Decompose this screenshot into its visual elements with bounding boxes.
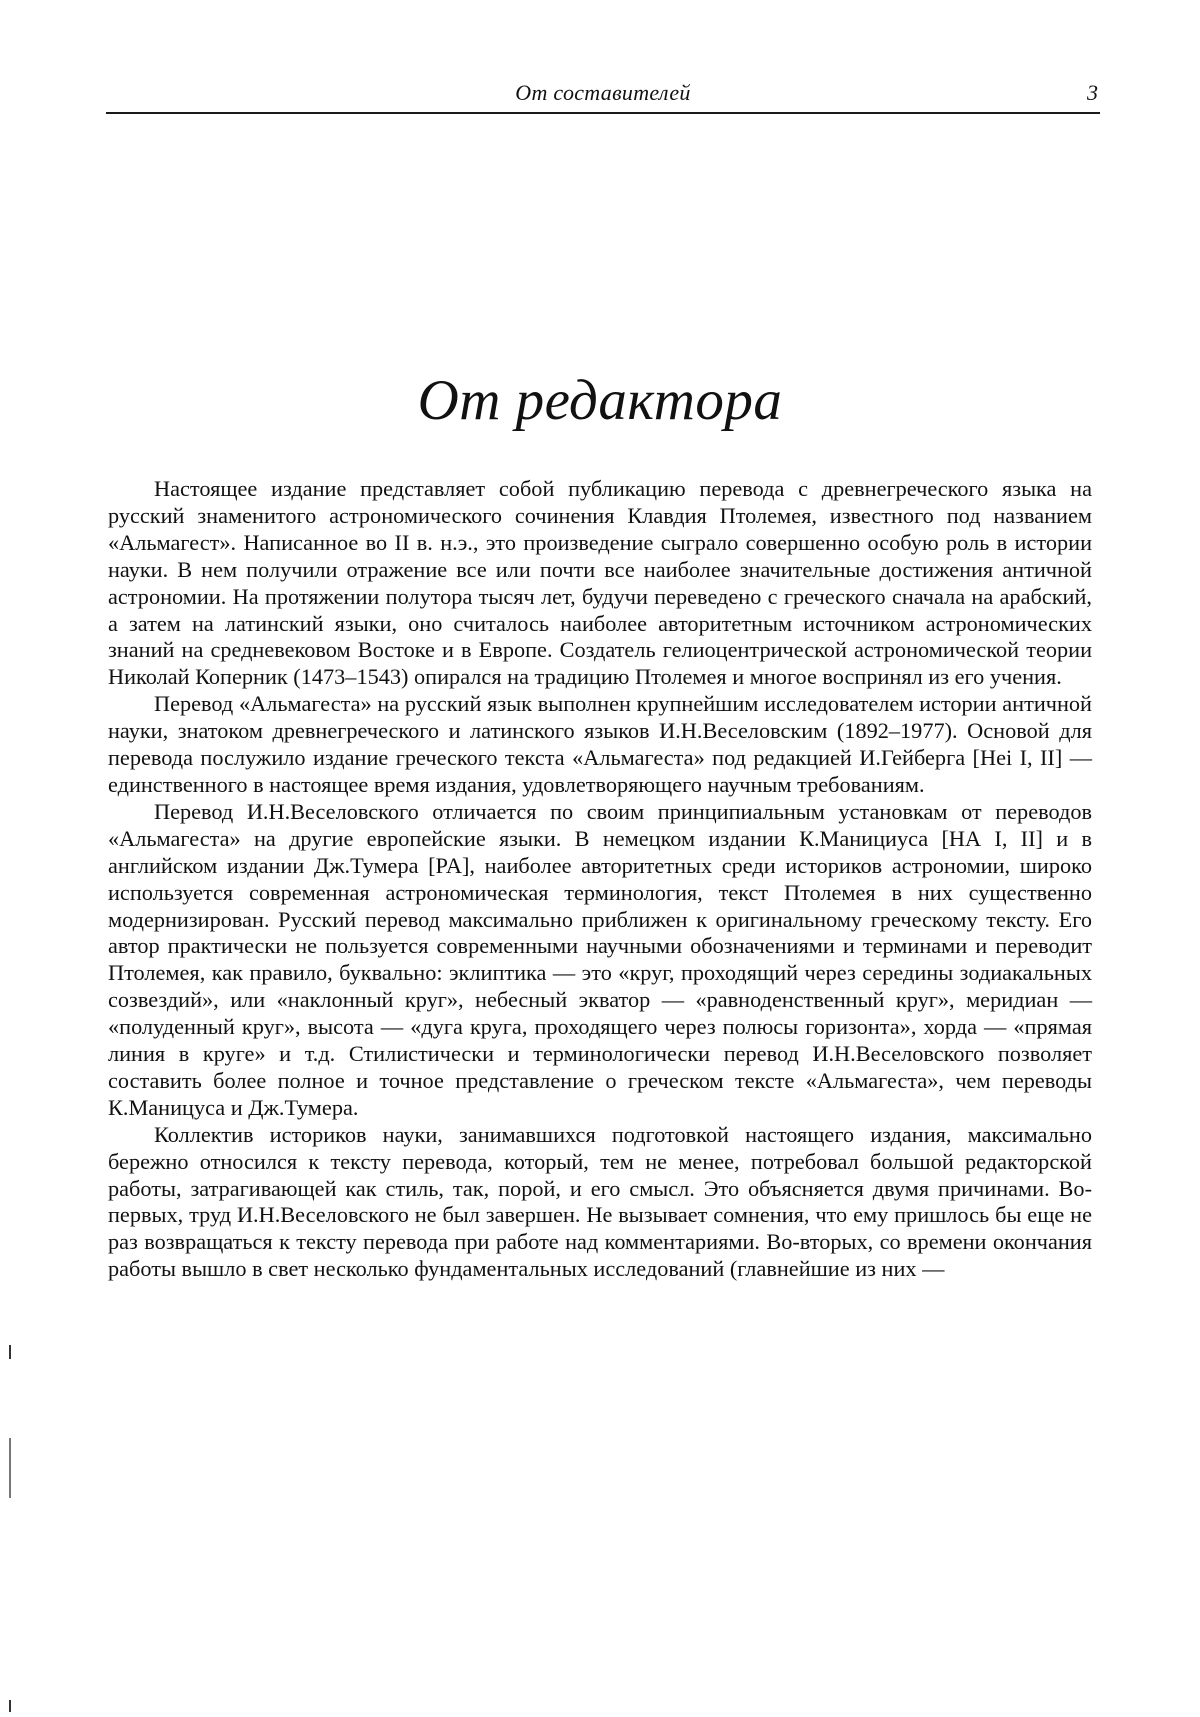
page-number: 3 [1087, 80, 1098, 105]
running-title: От составителей [515, 80, 691, 105]
scan-artifact-mark [9, 1700, 11, 1712]
paragraph-3: Перевод И.Н.Веселовского отличается по своим принципиальным установкам от переводов «Альмагеста» на другие европейские языки. В немецком издании К.Манициуса [НА I, II] и в английском издании Дж.Тумера [PA], наиболее авторитетных среди историков астрономии, широко используется современная астрономическая терминология, текст Птолемея в них существенно модернизирован. Русский перевод максимально приближен к оригинальному греческому тексту. Его автор практически не пользуется современными научными обозначениями и терминами и переводит Птолемея, как правило, буквально: эклиптика — это «круг, проходящий через середины зодиакальных созвездий», или «наклонный круг», небесный экватор — «равноденственный круг», меридиан — «полуденный круг», высота — «дуга круга, проходящего через полюсы горизонта», хорда — «прямая линия в круге» и т.д. Стилистически и терминологически перевод И.Н.Веселовского позволяет составить более полное и точное представление о греческом тексте «Альмагеста», чем переводы К.Маницуса и Дж.Тумера. [108, 798, 1092, 1120]
scan-artifact-mark [9, 1438, 11, 1498]
body-text [108, 476, 1092, 1283]
paragraph-4: Коллектив историков науки, занимавшихся подготовкой настоящего издания, максимально бережно относился к тексту перевода, который, тем не менее, потребовал большой редакторской работы, затрагивающей как стиль, так, порой, и его смысл. Это объясняется двумя причинами. Во-первых, труд И.Н.Веселовского не был завершен. Не вызывает сомнения, что ему пришлось бы еще не раз возвращаться к тексту перевода при работе над комментариями. Во-вторых, со времени окончания работы вышло в свет несколько фундаментальных исследований (главнейшие из них — [108, 1121, 1092, 1282]
paragraph-2: Перевод «Альмагеста» на русский язык выполнен крупнейшим исследователем истории античной науки, знатоком древнегреческого и латинского языков И.Н.Веселовским (1892–1977). Основой для перевода послужило издание греческого текста «Альмагеста» под редакцией И.Гейберга [Hei I, II] — единственного в настоящее время издания, удовлетворяющего научным требованиям. [108, 691, 1092, 797]
running-header [106, 72, 1100, 114]
paragraph-1: Настоящее издание представляет собой публикацию перевода с древнегреческого языка на русский знаменитого астрономического сочинения Клавдия Птолемея, известного под названием «Альмагест». Написанное во II в. н.э., это произведение сыграло совершенно особую роль в истории науки. В нем получили отражение все или почти все наиболее значительные достижения античной астрономии. На протяжении полутора тысяч лет, будучи переведено с греческого сначала на арабский, а затем на латинский языки, оно считалось наиболее авторитетным источником астрономических знаний на средневековом Востоке и в Европе. Создатель гелиоцентрической астрономической теории Николай Коперник (1473–1543) опирался на традицию Птолемея и многое воспринял из его учения. [108, 476, 1092, 690]
scan-artifact-mark [9, 1345, 11, 1359]
chapter-title: От редактора [417, 369, 783, 432]
